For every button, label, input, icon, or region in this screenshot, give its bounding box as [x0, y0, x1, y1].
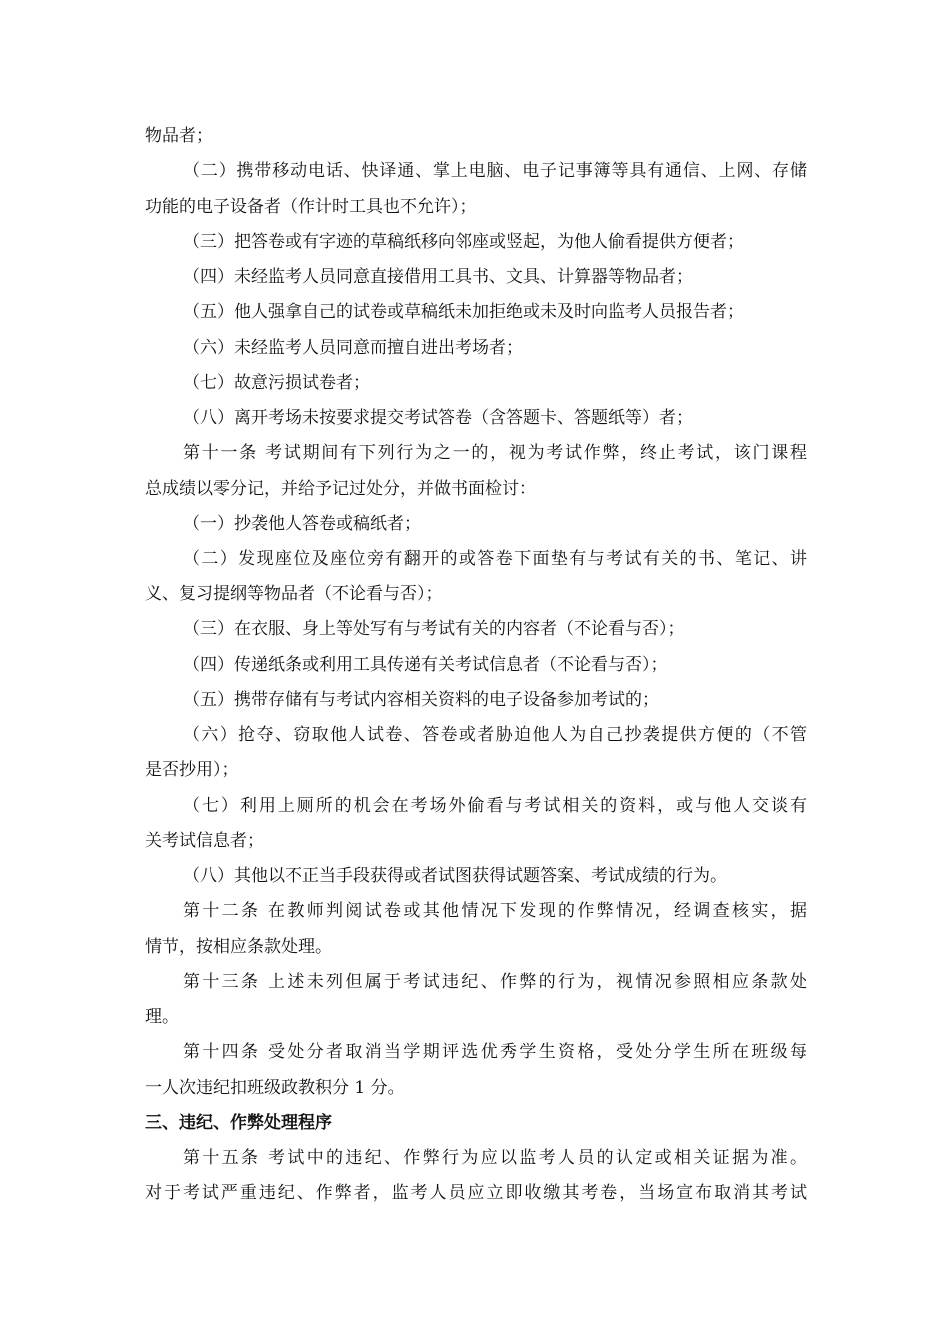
text-line: （五）携带存储有与考试内容相关资料的电子设备参加考试的；: [183, 690, 659, 710]
text-line: （四）传递纸条或利用工具传递有关考试信息者（不论看与否）；: [183, 655, 668, 675]
text-line: （七）利用上厕所的机会在考场外偷看与考试相关的资料，或与他人交谈有: [183, 796, 807, 816]
section-heading: 三、违纪、作弊处理程序: [145, 1113, 332, 1133]
text-line: （三）把答卷或有字迹的草稿纸移向邻座或竖起，为他人偷看提供方便者；: [183, 232, 744, 252]
text-line: （八）离开考场未按要求提交考试答卷（含答题卡、答题纸等）者；: [183, 408, 693, 428]
text-line: （八）其他以不正当手段获得或者试图获得试题答案、考试成绩的行为。: [183, 866, 727, 886]
text-line: 第十二条 在教师判阅试卷或其他情况下发现的作弊情况，经调查核实，据: [183, 901, 807, 921]
text-line: 对于考试严重违纪、作弊者，监考人员应立即收缴其考卷，当场宣布取消其考试: [145, 1183, 807, 1203]
text-line: 关考试信息者；: [145, 831, 264, 851]
text-line: （七）故意污损试卷者；: [183, 373, 370, 393]
text-line: 是否抄用）；: [145, 760, 239, 780]
text-line: 第十一条 考试期间有下列行为之一的，视为考试作弊，终止考试，该门课程: [183, 443, 807, 463]
text-line: （五）他人强拿自己的试卷或草稿纸未加拒绝或未及时向监考人员报告者；: [183, 302, 744, 322]
text-line: 第十四条 受处分者取消当学期评选优秀学生资格，受处分学生所在班级每: [183, 1042, 807, 1062]
text-line: 总成绩以零分记，并给予记过处分，并做书面检讨：: [145, 479, 536, 499]
text-line: 情节，按相应条款处理。: [145, 937, 332, 957]
text-line: 第十五条 考试中的违纪、作弊行为应以监考人员的认定或相关证据为准。: [183, 1148, 807, 1168]
text-line: （六）未经监考人员同意而擅自进出考场者；: [183, 338, 523, 358]
text-line: （四）未经监考人员同意直接借用工具书、文具、计算器等物品者；: [183, 267, 693, 287]
text-line: 一人次违纪扣班级政教积分 1 分。: [145, 1078, 405, 1098]
text-line: 理。: [145, 1007, 179, 1027]
text-line: （一）抄袭他人答卷或稿纸者；: [183, 514, 421, 534]
text-line: （六）抢夺、窃取他人试卷、答卷或者胁迫他人为自己抄袭提供方便的（不管: [183, 725, 807, 745]
text-line: 功能的电子设备者（作计时工具也不允许）；: [145, 197, 477, 217]
text-line: 义、复习提纲等物品者（不论看与否）；: [145, 584, 443, 604]
text-line: 物品者；: [145, 126, 213, 146]
text-line: （二）发现座位及座位旁有翻开的或答卷下面垫有与考试有关的书、笔记、讲: [183, 549, 807, 569]
text-line: （二）携带移动电话、快译通、掌上电脑、电子记事簿等具有通信、上网、存储: [183, 161, 807, 181]
text-line: 第十三条 上述未列但属于考试违纪、作弊的行为，视情况参照相应条款处: [183, 972, 807, 992]
text-line: （三）在衣服、身上等处写有与考试有关的内容者（不论看与否）；: [183, 619, 685, 639]
